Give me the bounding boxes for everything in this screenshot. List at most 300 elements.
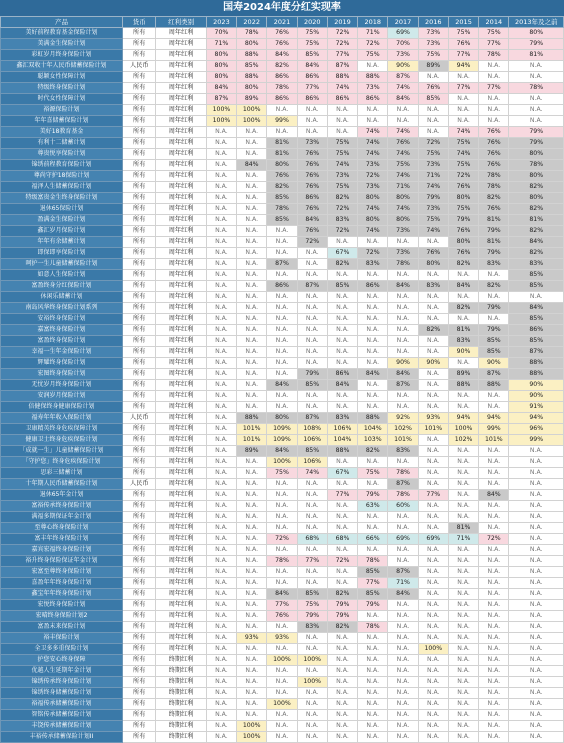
ratio-cell: 74% xyxy=(327,83,357,94)
ratio-cell: N.A. xyxy=(297,127,327,138)
ratio-cell: N.A. xyxy=(206,446,236,457)
ratio-cell: 99% xyxy=(509,435,564,446)
ratio-cell: 80% xyxy=(267,160,297,171)
table-row xyxy=(1,479,564,490)
ratio-cell: N.A. xyxy=(206,666,236,677)
ratio-cell: 72% xyxy=(358,39,388,50)
ratio-cell: 81% xyxy=(479,215,509,226)
column-header: 2014 xyxy=(479,17,509,28)
ratio-cell: 90% xyxy=(448,347,478,358)
ratio-cell: N.A. xyxy=(237,347,267,358)
dividend-type-cell: 终期红利 xyxy=(156,666,206,677)
ratio-cell: N.A. xyxy=(206,182,236,193)
ratio-cell: N.A. xyxy=(206,380,236,391)
ratio-cell: N.A. xyxy=(479,567,509,578)
product-name: 丰饶传承储蓄保险计划 xyxy=(1,721,123,732)
ratio-cell: 85% xyxy=(509,314,564,325)
ratio-cell: N.A. xyxy=(418,710,448,721)
ratio-cell: N.A. xyxy=(509,721,564,732)
ratio-cell: 79% xyxy=(509,39,564,50)
table-row xyxy=(1,193,564,204)
ratio-cell: N.A. xyxy=(237,688,267,699)
ratio-cell: 88% xyxy=(509,358,564,369)
ratio-cell: 82% xyxy=(479,281,509,292)
dividend-type-cell: 终期红利 xyxy=(156,655,206,666)
ratio-cell: N.A. xyxy=(206,160,236,171)
ratio-cell: 96% xyxy=(509,424,564,435)
table-row xyxy=(1,94,564,105)
product-name: 美好18教育基金 xyxy=(1,127,123,138)
dividend-type-cell: 周年红利 xyxy=(156,39,206,50)
dividend-type-cell: 周年红利 xyxy=(156,226,206,237)
ratio-cell: N.A. xyxy=(206,391,236,402)
ratio-cell: 85% xyxy=(509,336,564,347)
ratio-cell: N.A. xyxy=(509,600,564,611)
currency-cell: 所有 xyxy=(123,72,156,83)
ratio-cell: N.A. xyxy=(509,72,564,83)
ratio-cell: N.A. xyxy=(237,611,267,622)
ratio-cell: N.A. xyxy=(418,270,448,281)
ratio-cell: N.A. xyxy=(327,688,357,699)
dividend-type-cell: 周年红利 xyxy=(156,545,206,556)
currency-cell: 所有 xyxy=(123,578,156,589)
ratio-cell: N.A. xyxy=(448,721,478,732)
ratio-cell: 76% xyxy=(297,171,327,182)
ratio-cell: N.A. xyxy=(297,545,327,556)
table-row xyxy=(1,721,564,732)
ratio-cell: N.A. xyxy=(206,699,236,710)
currency-cell: 所有 xyxy=(123,215,156,226)
ratio-cell: 84% xyxy=(388,589,418,600)
ratio-cell: N.A. xyxy=(358,116,388,127)
ratio-cell: N.A. xyxy=(297,490,327,501)
ratio-cell: N.A. xyxy=(448,391,478,402)
product-name: 全卫多多重保险计划 xyxy=(1,644,123,655)
ratio-cell: N.A. xyxy=(206,677,236,688)
ratio-cell: N.A. xyxy=(418,732,448,743)
ratio-cell: 74% xyxy=(388,83,418,94)
ratio-cell: 88% xyxy=(509,369,564,380)
dividend-type-cell: 周年红利 xyxy=(156,127,206,138)
ratio-cell: 82% xyxy=(509,182,564,193)
product-name: 裕丰保险计划 xyxy=(1,633,123,644)
ratio-cell: N.A. xyxy=(206,435,236,446)
ratio-cell: N.A. xyxy=(479,468,509,479)
ratio-cell: N.A. xyxy=(206,545,236,556)
table-row xyxy=(1,226,564,237)
ratio-cell: N.A. xyxy=(388,644,418,655)
currency-cell: 所有 xyxy=(123,611,156,622)
ratio-cell: 77% xyxy=(297,83,327,94)
currency-cell: 所有 xyxy=(123,490,156,501)
product-name: 呵护一生儿童储蓄保险计划 xyxy=(1,259,123,270)
ratio-cell: 81% xyxy=(267,138,297,149)
product-name: 特级富贵金生终身保险计划 xyxy=(1,193,123,204)
currency-cell: 所有 xyxy=(123,94,156,105)
ratio-cell: 78% xyxy=(509,160,564,171)
ratio-cell: 76% xyxy=(267,28,297,39)
ratio-cell: N.A. xyxy=(509,457,564,468)
ratio-cell: N.A. xyxy=(206,127,236,138)
currency-cell: 所有 xyxy=(123,523,156,534)
column-header: 产品 xyxy=(1,17,123,28)
ratio-cell: 77% xyxy=(297,556,327,567)
table-row xyxy=(1,204,564,215)
ratio-cell: N.A. xyxy=(448,292,478,303)
ratio-cell: 85% xyxy=(479,347,509,358)
ratio-cell: N.A. xyxy=(448,94,478,105)
table-row xyxy=(1,248,564,259)
ratio-cell: 93% xyxy=(267,633,297,644)
table-row xyxy=(1,50,564,61)
product-name: 锦绣前程教育保险计划 xyxy=(1,160,123,171)
ratio-cell: N.A. xyxy=(509,479,564,490)
ratio-cell: 84% xyxy=(297,61,327,72)
ratio-cell: N.A. xyxy=(297,259,327,270)
table-row xyxy=(1,655,564,666)
currency-cell: 所有 xyxy=(123,248,156,259)
product-name: 南岛风华终身保险计划系列 xyxy=(1,303,123,314)
dividend-type-cell: 周年红利 xyxy=(156,138,206,149)
product-name: 鑫宝年年终身保险计划 xyxy=(1,589,123,600)
ratio-cell: N.A. xyxy=(479,633,509,644)
ratio-cell: 74% xyxy=(418,226,448,237)
ratio-cell: N.A. xyxy=(418,391,448,402)
currency-cell: 所有 xyxy=(123,182,156,193)
ratio-cell: 82% xyxy=(448,259,478,270)
ratio-cell: 85% xyxy=(237,61,267,72)
ratio-cell: N.A. xyxy=(448,270,478,281)
ratio-cell: 73% xyxy=(388,248,418,259)
ratio-cell: N.A. xyxy=(237,644,267,655)
ratio-cell: N.A. xyxy=(358,699,388,710)
currency-cell: 所有 xyxy=(123,699,156,710)
product-name: 安润岁月保险计划 xyxy=(1,391,123,402)
ratio-cell: 77% xyxy=(327,50,357,61)
ratio-cell: N.A. xyxy=(418,556,448,567)
ratio-cell: 76% xyxy=(448,182,478,193)
table-row xyxy=(1,259,564,270)
ratio-cell: 83% xyxy=(297,622,327,633)
table-row xyxy=(1,413,564,424)
product-name: 优越人生延期年金计划 xyxy=(1,666,123,677)
table-row xyxy=(1,28,564,39)
ratio-cell: 79% xyxy=(509,138,564,149)
ratio-cell: 73% xyxy=(418,160,448,171)
ratio-cell: N.A. xyxy=(479,710,509,721)
ratio-cell: 80% xyxy=(267,413,297,424)
ratio-cell: N.A. xyxy=(358,391,388,402)
ratio-cell: 106% xyxy=(327,424,357,435)
ratio-cell: 88% xyxy=(448,380,478,391)
currency-cell: 所有 xyxy=(123,512,156,523)
ratio-cell: N.A. xyxy=(327,666,357,677)
ratio-cell: N.A. xyxy=(206,567,236,578)
ratio-cell: 102% xyxy=(388,424,418,435)
ratio-cell: N.A. xyxy=(327,292,357,303)
ratio-cell: 84% xyxy=(327,380,357,391)
ratio-cell: N.A. xyxy=(267,677,297,688)
ratio-cell: N.A. xyxy=(448,578,478,589)
ratio-cell: 72% xyxy=(267,534,297,545)
ratio-cell: N.A. xyxy=(388,666,418,677)
table-row xyxy=(1,116,564,127)
ratio-cell: N.A. xyxy=(237,622,267,633)
product-name: 宏图终身保险计划 xyxy=(1,369,123,380)
ratio-cell: N.A. xyxy=(388,336,418,347)
ratio-cell: 85% xyxy=(297,446,327,457)
currency-cell: 所有 xyxy=(123,237,156,248)
ratio-cell: N.A. xyxy=(479,655,509,666)
ratio-cell: 81% xyxy=(448,325,478,336)
ratio-cell: 80% xyxy=(448,193,478,204)
currency-cell: 所有 xyxy=(123,446,156,457)
ratio-cell: 78% xyxy=(358,556,388,567)
ratio-cell: N.A. xyxy=(479,721,509,732)
table-row xyxy=(1,149,564,160)
ratio-cell: N.A. xyxy=(418,622,448,633)
ratio-cell: 85% xyxy=(509,270,564,281)
ratio-cell: N.A. xyxy=(237,479,267,490)
ratio-cell: N.A. xyxy=(358,358,388,369)
product-name: 尊贵悦享保险计划 xyxy=(1,149,123,160)
table-row xyxy=(1,303,564,314)
ratio-cell: 87% xyxy=(388,72,418,83)
ratio-cell: N.A. xyxy=(297,303,327,314)
column-header: 红利类别 xyxy=(156,17,206,28)
ratio-cell: 82% xyxy=(509,226,564,237)
ratio-cell: 75% xyxy=(418,215,448,226)
ratio-cell: 85% xyxy=(297,50,327,61)
ratio-cell: 75% xyxy=(448,160,478,171)
ratio-cell: N.A. xyxy=(297,391,327,402)
ratio-cell: N.A. xyxy=(509,468,564,479)
ratio-cell: N.A. xyxy=(448,468,478,479)
ratio-cell: N.A. xyxy=(509,666,564,677)
ratio-cell: 66% xyxy=(358,534,388,545)
ratio-cell: N.A. xyxy=(237,556,267,567)
ratio-cell: N.A. xyxy=(327,457,357,468)
ratio-cell: 106% xyxy=(297,435,327,446)
product-name: 无忧岁月终身保险计划 xyxy=(1,380,123,391)
dividend-type-cell: 周年红利 xyxy=(156,237,206,248)
dividend-type-cell: 终期红利 xyxy=(156,721,206,732)
ratio-cell: 86% xyxy=(509,325,564,336)
ratio-cell: 80% xyxy=(418,259,448,270)
ratio-cell: N.A. xyxy=(206,369,236,380)
dividend-type-cell: 周年红利 xyxy=(156,523,206,534)
dividend-type-cell: 周年红利 xyxy=(156,270,206,281)
ratio-cell: N.A. xyxy=(206,413,236,424)
dividend-type-cell: 周年红利 xyxy=(156,501,206,512)
ratio-cell: N.A. xyxy=(327,391,357,402)
ratio-cell: 84% xyxy=(237,160,267,171)
column-header: 2016 xyxy=(418,17,448,28)
dividend-type-cell: 周年红利 xyxy=(156,160,206,171)
ratio-cell: 79% xyxy=(479,248,509,259)
ratio-cell: N.A. xyxy=(206,149,236,160)
ratio-cell: 102% xyxy=(448,435,478,446)
table-row xyxy=(1,468,564,479)
ratio-cell: N.A. xyxy=(418,446,448,457)
product-name: 富丰年终身保险计划 xyxy=(1,534,123,545)
ratio-cell: N.A. xyxy=(479,732,509,743)
ratio-cell: N.A. xyxy=(297,479,327,490)
product-name: 富盈未来保险计划 xyxy=(1,622,123,633)
ratio-cell: N.A. xyxy=(418,105,448,116)
ratio-cell: N.A. xyxy=(388,303,418,314)
currency-cell: 所有 xyxy=(123,259,156,270)
ratio-cell: 75% xyxy=(388,160,418,171)
dividend-type-cell: 周年红利 xyxy=(156,50,206,61)
ratio-cell: 82% xyxy=(267,182,297,193)
ratio-cell: 104% xyxy=(358,424,388,435)
ratio-cell: 74% xyxy=(358,149,388,160)
ratio-cell: N.A. xyxy=(418,336,448,347)
ratio-cell: N.A. xyxy=(206,578,236,589)
ratio-cell: 104% xyxy=(327,435,357,446)
ratio-cell: 75% xyxy=(267,468,297,479)
ratio-cell: 86% xyxy=(267,72,297,83)
ratio-cell: N.A. xyxy=(206,556,236,567)
table-row xyxy=(1,534,564,545)
ratio-cell: N.A. xyxy=(206,622,236,633)
ratio-cell: N.A. xyxy=(327,270,357,281)
ratio-cell: 63% xyxy=(358,501,388,512)
page-title: 国寿2024年度分红实现率 xyxy=(0,0,564,16)
ratio-cell: N.A. xyxy=(418,699,448,710)
ratio-cell: N.A. xyxy=(267,314,297,325)
table-row xyxy=(1,677,564,688)
ratio-cell: N.A. xyxy=(388,545,418,556)
ratio-cell: N.A. xyxy=(358,732,388,743)
ratio-cell: 75% xyxy=(297,28,327,39)
table-row xyxy=(1,600,564,611)
currency-cell: 所有 xyxy=(123,193,156,204)
ratio-cell: 75% xyxy=(327,149,357,160)
dividend-type-cell: 周年红利 xyxy=(156,281,206,292)
ratio-cell: N.A. xyxy=(297,325,327,336)
currency-cell: 所有 xyxy=(123,303,156,314)
ratio-cell: N.A. xyxy=(297,292,327,303)
ratio-cell: N.A. xyxy=(388,699,418,710)
ratio-cell: 101% xyxy=(479,435,509,446)
ratio-cell: 74% xyxy=(448,149,478,160)
ratio-cell: N.A. xyxy=(297,347,327,358)
ratio-cell: N.A. xyxy=(388,347,418,358)
ratio-cell: 100% xyxy=(237,732,267,743)
ratio-cell: N.A. xyxy=(448,611,478,622)
ratio-cell: 76% xyxy=(479,127,509,138)
ratio-cell: 78% xyxy=(479,171,509,182)
currency-cell: 所有 xyxy=(123,149,156,160)
ratio-cell: N.A. xyxy=(388,677,418,688)
ratio-cell: N.A. xyxy=(327,523,357,534)
ratio-cell: N.A. xyxy=(418,402,448,413)
product-name: 宏晴终身保险计划2 xyxy=(1,611,123,622)
ratio-cell: 83% xyxy=(358,259,388,270)
ratio-cell: 72% xyxy=(358,171,388,182)
ratio-cell: 100% xyxy=(206,116,236,127)
table-header xyxy=(1,17,564,28)
ratio-cell: 77% xyxy=(267,600,297,611)
ratio-cell: 101% xyxy=(388,435,418,446)
ratio-cell: 75% xyxy=(327,182,357,193)
ratio-cell: 94% xyxy=(448,61,478,72)
ratio-cell: 82% xyxy=(509,248,564,259)
ratio-cell: 76% xyxy=(479,149,509,160)
table-row xyxy=(1,369,564,380)
ratio-cell: 82% xyxy=(448,303,478,314)
ratio-cell: 73% xyxy=(358,160,388,171)
ratio-cell: N.A. xyxy=(418,457,448,468)
ratio-cell: N.A. xyxy=(237,259,267,270)
ratio-cell: 74% xyxy=(418,182,448,193)
product-name: 锦绣传承终身保险计划 xyxy=(1,677,123,688)
table-row xyxy=(1,314,564,325)
ratio-cell: N.A. xyxy=(237,237,267,248)
table-row xyxy=(1,545,564,556)
ratio-cell: N.A. xyxy=(267,402,297,413)
currency-cell: 所有 xyxy=(123,402,156,413)
ratio-cell: 84% xyxy=(267,446,297,457)
ratio-cell: N.A. xyxy=(479,545,509,556)
table-row xyxy=(1,237,564,248)
ratio-cell: N.A. xyxy=(206,204,236,215)
ratio-cell: 73% xyxy=(418,39,448,50)
ratio-cell: 71% xyxy=(418,171,448,182)
ratio-cell: N.A. xyxy=(267,721,297,732)
ratio-cell: N.A. xyxy=(297,578,327,589)
ratio-cell: N.A. xyxy=(297,512,327,523)
ratio-cell: N.A. xyxy=(327,644,357,655)
product-name: 退休65保险计划 xyxy=(1,204,123,215)
ratio-cell: N.A. xyxy=(358,688,388,699)
ratio-cell: 71% xyxy=(388,182,418,193)
currency-cell: 所有 xyxy=(123,325,156,336)
ratio-cell: 78% xyxy=(267,83,297,94)
ratio-cell: N.A. xyxy=(448,556,478,567)
table-row xyxy=(1,589,564,600)
ratio-cell: N.A. xyxy=(206,644,236,655)
ratio-cell: N.A. xyxy=(206,138,236,149)
ratio-cell: 83% xyxy=(479,259,509,270)
ratio-cell: N.A. xyxy=(327,303,357,314)
ratio-cell: N.A. xyxy=(448,655,478,666)
ratio-cell: N.A. xyxy=(418,512,448,523)
ratio-cell: 78% xyxy=(388,468,418,479)
ratio-cell: 87% xyxy=(509,347,564,358)
ratio-cell: 78% xyxy=(479,182,509,193)
currency-cell: 人民币 xyxy=(123,413,156,424)
ratio-cell: N.A. xyxy=(237,248,267,259)
ratio-cell: 85% xyxy=(479,336,509,347)
currency-cell: 所有 xyxy=(123,270,156,281)
ratio-cell: 100% xyxy=(418,644,448,655)
ratio-cell: 80% xyxy=(388,193,418,204)
ratio-cell: N.A. xyxy=(388,391,418,402)
ratio-cell: 88% xyxy=(237,50,267,61)
product-name: 聪颖女性保障计划 xyxy=(1,72,123,83)
ratio-cell: N.A. xyxy=(448,622,478,633)
ratio-cell: 79% xyxy=(479,226,509,237)
dividend-type-cell: 周年红利 xyxy=(156,534,206,545)
ratio-cell: 84% xyxy=(388,281,418,292)
ratio-cell: 85% xyxy=(297,589,327,600)
dividend-type-cell: 周年红利 xyxy=(156,622,206,633)
dividend-type-cell: 周年红利 xyxy=(156,248,206,259)
ratio-cell: 73% xyxy=(327,171,357,182)
